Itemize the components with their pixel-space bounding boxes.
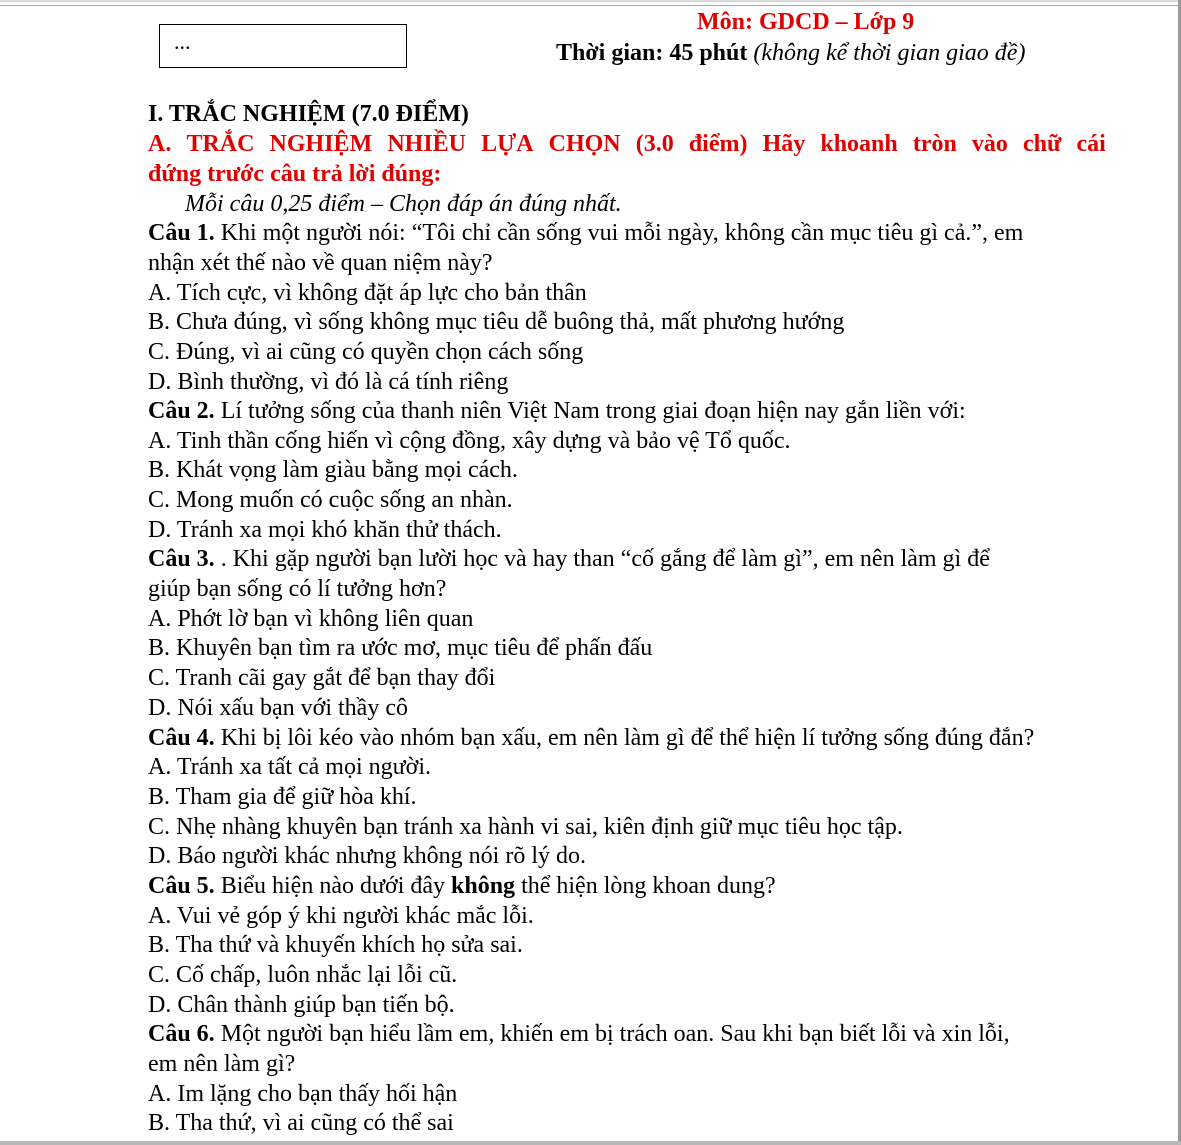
heading-word: điểm) (688, 131, 748, 157)
subject-title: Môn: GDCD – Lớp 9 (697, 9, 915, 35)
question-number: Câu 4. (148, 725, 215, 751)
question-1 (148, 219, 1023, 247)
time-label: Thời gian: 45 phút (556, 40, 748, 66)
answer-option: D. Bình thường, vì đó là cá tính riêng (148, 369, 509, 395)
answer-option: A. Vui vẻ góp ý khi người khác mắc lỗi. (148, 903, 534, 929)
question-number: Câu 6. (148, 1021, 215, 1047)
answer-option: C. Đúng, vì ai cũng có quyền chọn cách sống (148, 339, 584, 365)
question-1-cont: nhận xét thế nào về quan niệm này? (148, 250, 493, 276)
answer-option: B. Chưa đúng, vì sống không mục tiêu dễ buông thả, mất phương hướng (148, 309, 845, 335)
section-a-heading-line2: đứng trước câu trả lời đúng: (148, 161, 442, 187)
answer-option: C. Nhẹ nhàng khuyên bạn tránh xa hành vi sai, kiên định giữ mục tiêu học tập. (148, 814, 903, 840)
page-top-rule (0, 5, 1181, 6)
answer-option: D. Báo người khác nhưng không nói rõ lý do. (148, 843, 586, 869)
question-6-cont: em nên làm gì? (148, 1051, 296, 1077)
answer-option: B. Tham gia để giữ hòa khí. (148, 784, 417, 810)
question-4 (148, 724, 1034, 752)
question-number: Câu 5. (148, 873, 215, 899)
question-text: . Khi gặp người bạn lười học và hay than “cố gắng để làm gì”, em nên làm gì để (214, 546, 990, 572)
answer-option: A. Im lặng cho bạn thấy hối hận (148, 1081, 458, 1107)
answer-option: B. Khát vọng làm giàu bằng mọi cách. (148, 457, 518, 483)
answer-option: D. Nói xấu bạn với thầy cô (148, 695, 408, 721)
answer-option: A. Phớt lờ bạn vì không liên quan (148, 606, 474, 632)
heading-word: A. (148, 131, 172, 157)
question-5 (148, 872, 776, 900)
page-top-border (0, 0, 1181, 2)
school-name-box (159, 24, 407, 68)
answer-option: C. Tranh cãi gay gắt để bạn thay đổi (148, 665, 496, 691)
emphasis-word: không (451, 873, 516, 899)
heading-word: vào (971, 131, 1008, 157)
answer-option: D. Tránh xa mọi khó khăn thử thách. (148, 517, 502, 543)
heading-word: cái (1076, 131, 1106, 157)
answer-option: A. Tích cực, vì không đặt áp lực cho bản thân (148, 280, 587, 306)
question-text: Lí tưởng sống của thanh niên Việt Nam trong giai đoạn hiện nay gắn liền với: (214, 398, 966, 424)
question-text: Một người bạn hiểu lầm em, khiến em bị trách oan. Sau khi bạn biết lỗi và xin lỗi, (214, 1021, 1010, 1047)
heading-word: NHIỀU (387, 131, 466, 157)
time-note: (không kể thời gian giao đề) (753, 40, 1026, 66)
scoring-note: Mỗi câu 0,25 điểm – Chọn đáp án đúng nhất. (185, 191, 622, 217)
answer-option: A. Tránh xa tất cả mọi người. (148, 754, 432, 780)
question-3-cont: giúp bạn sống có lí tưởng hơn? (148, 576, 447, 602)
question-3 (148, 545, 990, 573)
heading-word: khoanh (820, 131, 898, 157)
question-text: Khi một người nói: “Tôi chỉ cần sống vui mỗi ngày, không cần mục tiêu gì cả.”, em (214, 220, 1024, 246)
answer-option: D. Chân thành giúp bạn tiến bộ. (148, 992, 455, 1018)
heading-word: (3.0 (635, 131, 674, 157)
question-number: Câu 2. (148, 398, 215, 424)
question-text: thể hiện lòng khoan dung? (515, 873, 776, 899)
section-title: I. TRẮC NGHIỆM (7.0 ĐIỂM) (148, 101, 469, 127)
exam-time (556, 40, 1025, 67)
question-number: Câu 1. (148, 220, 215, 246)
school-name-placeholder: ... (174, 29, 191, 54)
heading-word: tròn (912, 131, 957, 157)
answer-option: A. Tinh thần cống hiến vì cộng đồng, xây dựng và bảo vệ Tổ quốc. (148, 428, 791, 454)
heading-word: LỰA (481, 131, 534, 157)
section-a-heading-line1 (148, 130, 1106, 158)
heading-word: CHỌN (548, 131, 621, 157)
heading-word: TRẮC (186, 131, 255, 157)
question-text: Biểu hiện nào dưới đây (214, 873, 452, 899)
page-bottom-border (0, 1141, 1181, 1145)
question-6 (148, 1020, 1010, 1048)
heading-word: Hãy (762, 131, 806, 157)
answer-option: C. Cố chấp, luôn nhắc lại lỗi cũ. (148, 962, 458, 988)
heading-word: NGHIỆM (269, 131, 373, 157)
answer-option: B. Tha thứ, vì ai cũng có thể sai (148, 1110, 454, 1136)
answer-option: C. Mong muốn có cuộc sống an nhàn. (148, 487, 513, 513)
question-2 (148, 397, 966, 425)
answer-option: B. Khuyên bạn tìm ra ước mơ, mục tiêu để phấn đấu (148, 635, 653, 661)
heading-word: chữ (1023, 131, 1062, 157)
question-text: Khi bị lôi kéo vào nhóm bạn xấu, em nên làm gì để thể hiện lí tưởng sống đúng đắn? (214, 725, 1035, 751)
question-number: Câu 3. (148, 546, 215, 572)
answer-option: B. Tha thứ và khuyến khích họ sửa sai. (148, 932, 523, 958)
